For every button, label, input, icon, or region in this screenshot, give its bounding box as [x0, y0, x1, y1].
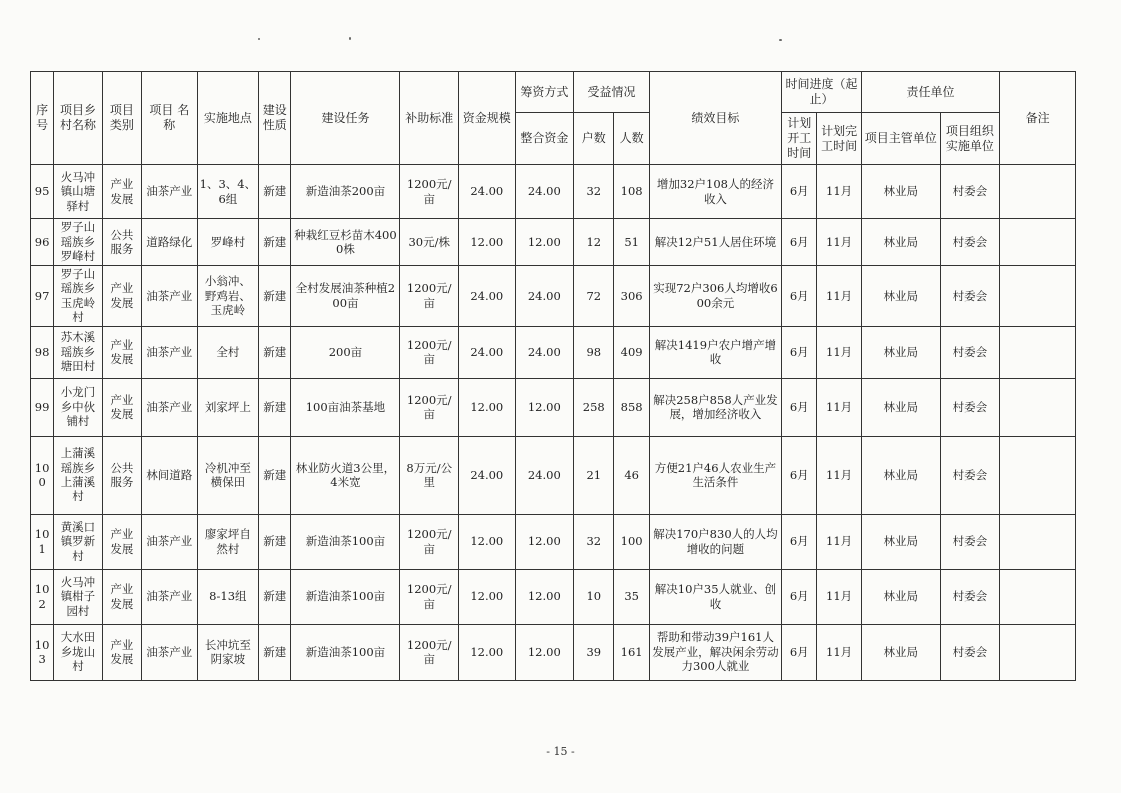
cell-subsidy: 1200元/亩: [400, 514, 459, 569]
table-row: [31, 165, 1076, 219]
cell-seq: 98: [31, 326, 54, 378]
cell-village: 黄溪口镇罗新村: [54, 514, 102, 569]
cell-note: [1000, 378, 1076, 436]
cell-persons: 100: [614, 514, 649, 569]
cell-dept: 林业局: [861, 436, 940, 514]
cell-task: 种栽红豆杉苗木4000株: [291, 219, 400, 266]
cell-seq: 97: [31, 266, 54, 327]
table-row: [31, 266, 1076, 327]
scan-speck: [258, 38, 260, 40]
cell-dept: 林业局: [861, 326, 940, 378]
cell-dept: 林业局: [861, 378, 940, 436]
page-number: - 15 -: [546, 745, 575, 758]
cell-subsidy: 1200元/亩: [400, 378, 459, 436]
cell-households: 10: [574, 569, 614, 624]
cell-funds: 12.00: [515, 514, 574, 569]
cell-funds: 24.00: [515, 165, 574, 219]
cell-name: 道路绿化: [142, 219, 198, 266]
col-integrated-funds: 整合资金: [515, 113, 574, 165]
cell-funds: 24.00: [515, 326, 574, 378]
cell-households: 98: [574, 326, 614, 378]
cell-end: 11月: [817, 436, 861, 514]
cell-subsidy: 8万元/公里: [400, 436, 459, 514]
cell-note: [1000, 514, 1076, 569]
cell-org: 村委会: [940, 514, 1000, 569]
col-dept: 项目主管单位: [861, 113, 940, 165]
cell-note: [1000, 326, 1076, 378]
cell-goal: 解决258户858人产业发展，增加经济收入: [649, 378, 781, 436]
cell-category: 公共服务: [102, 219, 141, 266]
cell-note: [1000, 624, 1076, 680]
cell-org: 村委会: [940, 624, 1000, 680]
cell-location: 小翁冲、野鸡岩、玉虎岭: [197, 266, 259, 327]
cell-category: 产业发展: [102, 514, 141, 569]
cell-dept: 林业局: [861, 624, 940, 680]
cell-funds: 12.00: [515, 624, 574, 680]
cell-end: 11月: [817, 326, 861, 378]
cell-location: 全村: [197, 326, 259, 378]
cell-name: 油茶产业: [142, 624, 198, 680]
cell-start: 6月: [782, 569, 817, 624]
cell-note: [1000, 165, 1076, 219]
col-responsible: 责任单位: [861, 72, 999, 113]
col-scale: 资金规模: [459, 72, 516, 165]
col-goal: 绩效目标: [649, 72, 781, 165]
cell-households: 21: [574, 436, 614, 514]
cell-start: 6月: [782, 514, 817, 569]
col-schedule: 时间进度（起止）: [782, 72, 862, 113]
cell-dept: 林业局: [861, 219, 940, 266]
cell-start: 6月: [782, 378, 817, 436]
cell-location: 刘家坪上: [197, 378, 259, 436]
cell-goal: 实现72户306人均增收600余元: [649, 266, 781, 327]
col-households: 户数: [574, 113, 614, 165]
cell-funds: 12.00: [515, 569, 574, 624]
scan-speck: [349, 37, 351, 40]
cell-location: 冷机冲至横保田: [197, 436, 259, 514]
cell-subsidy: 1200元/亩: [400, 266, 459, 327]
cell-seq: 102: [31, 569, 54, 624]
cell-goal: 解决1419户农户增产增收: [649, 326, 781, 378]
cell-location: 廖家坪自然村: [197, 514, 259, 569]
cell-category: 产业发展: [102, 165, 141, 219]
cell-start: 6月: [782, 266, 817, 327]
cell-village: 苏木溪瑶族乡塘田村: [54, 326, 102, 378]
cell-org: 村委会: [940, 219, 1000, 266]
cell-note: [1000, 219, 1076, 266]
cell-name: 油茶产业: [142, 378, 198, 436]
cell-persons: 108: [614, 165, 649, 219]
cell-start: 6月: [782, 624, 817, 680]
cell-dept: 林业局: [861, 569, 940, 624]
cell-subsidy: 1200元/亩: [400, 624, 459, 680]
col-end: 计划完工时间: [817, 113, 861, 165]
cell-nature: 新建: [259, 219, 291, 266]
cell-category: 公共服务: [102, 436, 141, 514]
cell-scale: 12.00: [459, 514, 516, 569]
cell-scale: 24.00: [459, 266, 516, 327]
cell-location: 长冲坑至阴家坡: [197, 624, 259, 680]
cell-category: 产业发展: [102, 624, 141, 680]
cell-task: 新造油茶100亩: [291, 569, 400, 624]
cell-name: 油茶产业: [142, 165, 198, 219]
cell-village: 大水田乡垅山村: [54, 624, 102, 680]
cell-persons: 409: [614, 326, 649, 378]
cell-nature: 新建: [259, 326, 291, 378]
cell-nature: 新建: [259, 569, 291, 624]
cell-seq: 96: [31, 219, 54, 266]
table-row: [31, 378, 1076, 436]
cell-village: 小龙门乡中伙铺村: [54, 378, 102, 436]
cell-funds: 12.00: [515, 219, 574, 266]
cell-location: 8-13组: [197, 569, 259, 624]
cell-village: 罗子山瑶族乡玉虎岭村: [54, 266, 102, 327]
cell-end: 11月: [817, 624, 861, 680]
cell-org: 村委会: [940, 165, 1000, 219]
cell-village: 上蒲溪瑶族乡上蒲溪村: [54, 436, 102, 514]
cell-name: 油茶产业: [142, 514, 198, 569]
cell-end: 11月: [817, 569, 861, 624]
cell-subsidy: 1200元/亩: [400, 569, 459, 624]
cell-goal: 解决12户51人居住环境: [649, 219, 781, 266]
cell-org: 村委会: [940, 378, 1000, 436]
cell-name: 林间道路: [142, 436, 198, 514]
cell-end: 11月: [817, 266, 861, 327]
cell-task: 新造油茶100亩: [291, 514, 400, 569]
cell-nature: 新建: [259, 378, 291, 436]
cell-category: 产业发展: [102, 569, 141, 624]
cell-category: 产业发展: [102, 266, 141, 327]
cell-persons: 35: [614, 569, 649, 624]
table-row: [31, 569, 1076, 624]
cell-village: 罗子山瑶族乡罗峰村: [54, 219, 102, 266]
cell-seq: 100: [31, 436, 54, 514]
table-row: [31, 436, 1076, 514]
cell-goal: 方便21户46人农业生产生活条件: [649, 436, 781, 514]
cell-note: [1000, 436, 1076, 514]
cell-dept: 林业局: [861, 165, 940, 219]
cell-end: 11月: [817, 514, 861, 569]
cell-nature: 新建: [259, 165, 291, 219]
cell-start: 6月: [782, 436, 817, 514]
cell-nature: 新建: [259, 436, 291, 514]
cell-dept: 林业局: [861, 266, 940, 327]
cell-goal: 解决170户830人的人均增收的问题: [649, 514, 781, 569]
cell-note: [1000, 266, 1076, 327]
cell-name: 油茶产业: [142, 266, 198, 327]
table-row: [31, 514, 1076, 569]
cell-goal: 帮助和带动39户161人发展产业，解决闲余劳动力300人就业: [649, 624, 781, 680]
cell-households: 258: [574, 378, 614, 436]
cell-start: 6月: [782, 219, 817, 266]
cell-end: 11月: [817, 378, 861, 436]
cell-funds: 12.00: [515, 378, 574, 436]
table-row: [31, 326, 1076, 378]
cell-scale: 12.00: [459, 219, 516, 266]
cell-scale: 24.00: [459, 326, 516, 378]
col-beneficiary: 受益情况: [574, 72, 650, 113]
header-row-1: [31, 72, 1076, 113]
cell-name: 油茶产业: [142, 569, 198, 624]
cell-org: 村委会: [940, 436, 1000, 514]
cell-goal: 解决10户35人就业、创收: [649, 569, 781, 624]
cell-org: 村委会: [940, 266, 1000, 327]
col-org: 项目组织实施单位: [940, 113, 1000, 165]
cell-goal: 增加32户108人的经济收入: [649, 165, 781, 219]
cell-subsidy: 1200元/亩: [400, 326, 459, 378]
cell-end: 11月: [817, 219, 861, 266]
cell-start: 6月: [782, 165, 817, 219]
cell-nature: 新建: [259, 624, 291, 680]
cell-persons: 161: [614, 624, 649, 680]
table-row: [31, 219, 1076, 266]
cell-persons: 51: [614, 219, 649, 266]
col-name: 项目 名称: [142, 72, 198, 165]
cell-category: 产业发展: [102, 326, 141, 378]
project-table: [30, 71, 1076, 681]
cell-funds: 24.00: [515, 266, 574, 327]
cell-seq: 103: [31, 624, 54, 680]
cell-persons: 46: [614, 436, 649, 514]
cell-households: 32: [574, 165, 614, 219]
col-note: 备注: [1000, 72, 1076, 165]
cell-persons: 306: [614, 266, 649, 327]
col-funding-method: 筹资方式: [515, 72, 574, 113]
cell-households: 12: [574, 219, 614, 266]
cell-start: 6月: [782, 326, 817, 378]
cell-task: 林业防火道3公里，4米宽: [291, 436, 400, 514]
scan-speck: [779, 39, 782, 41]
col-subsidy: 补助标准: [400, 72, 459, 165]
col-persons: 人数: [614, 113, 649, 165]
cell-scale: 12.00: [459, 624, 516, 680]
cell-persons: 858: [614, 378, 649, 436]
cell-scale: 24.00: [459, 165, 516, 219]
cell-task: 100亩油茶基地: [291, 378, 400, 436]
cell-end: 11月: [817, 165, 861, 219]
cell-location: 1、3、4、6组: [197, 165, 259, 219]
cell-task: 全村发展油茶种植200亩: [291, 266, 400, 327]
cell-seq: 99: [31, 378, 54, 436]
cell-nature: 新建: [259, 266, 291, 327]
cell-category: 产业发展: [102, 378, 141, 436]
cell-location: 罗峰村: [197, 219, 259, 266]
col-start: 计划开工时间: [782, 113, 817, 165]
cell-seq: 101: [31, 514, 54, 569]
cell-name: 油茶产业: [142, 326, 198, 378]
cell-village: 火马冲镇山塘驿村: [54, 165, 102, 219]
cell-task: 新造油茶100亩: [291, 624, 400, 680]
cell-scale: 12.00: [459, 378, 516, 436]
cell-task: 新造油茶200亩: [291, 165, 400, 219]
cell-dept: 林业局: [861, 514, 940, 569]
cell-org: 村委会: [940, 569, 1000, 624]
col-village: 项目乡村名称: [54, 72, 102, 165]
col-task: 建设任务: [291, 72, 400, 165]
table-row: [31, 624, 1076, 680]
cell-village: 火马冲镇柑子园村: [54, 569, 102, 624]
cell-households: 32: [574, 514, 614, 569]
cell-note: [1000, 569, 1076, 624]
cell-nature: 新建: [259, 514, 291, 569]
col-category: 项目类别: [102, 72, 141, 165]
cell-subsidy: 30元/株: [400, 219, 459, 266]
cell-households: 72: [574, 266, 614, 327]
col-location: 实施地点: [197, 72, 259, 165]
cell-org: 村委会: [940, 326, 1000, 378]
cell-scale: 24.00: [459, 436, 516, 514]
col-seq: 序号: [31, 72, 54, 165]
cell-funds: 24.00: [515, 436, 574, 514]
cell-seq: 95: [31, 165, 54, 219]
cell-subsidy: 1200元/亩: [400, 165, 459, 219]
cell-households: 39: [574, 624, 614, 680]
cell-scale: 12.00: [459, 569, 516, 624]
col-nature: 建设性质: [259, 72, 291, 165]
cell-task: 200亩: [291, 326, 400, 378]
